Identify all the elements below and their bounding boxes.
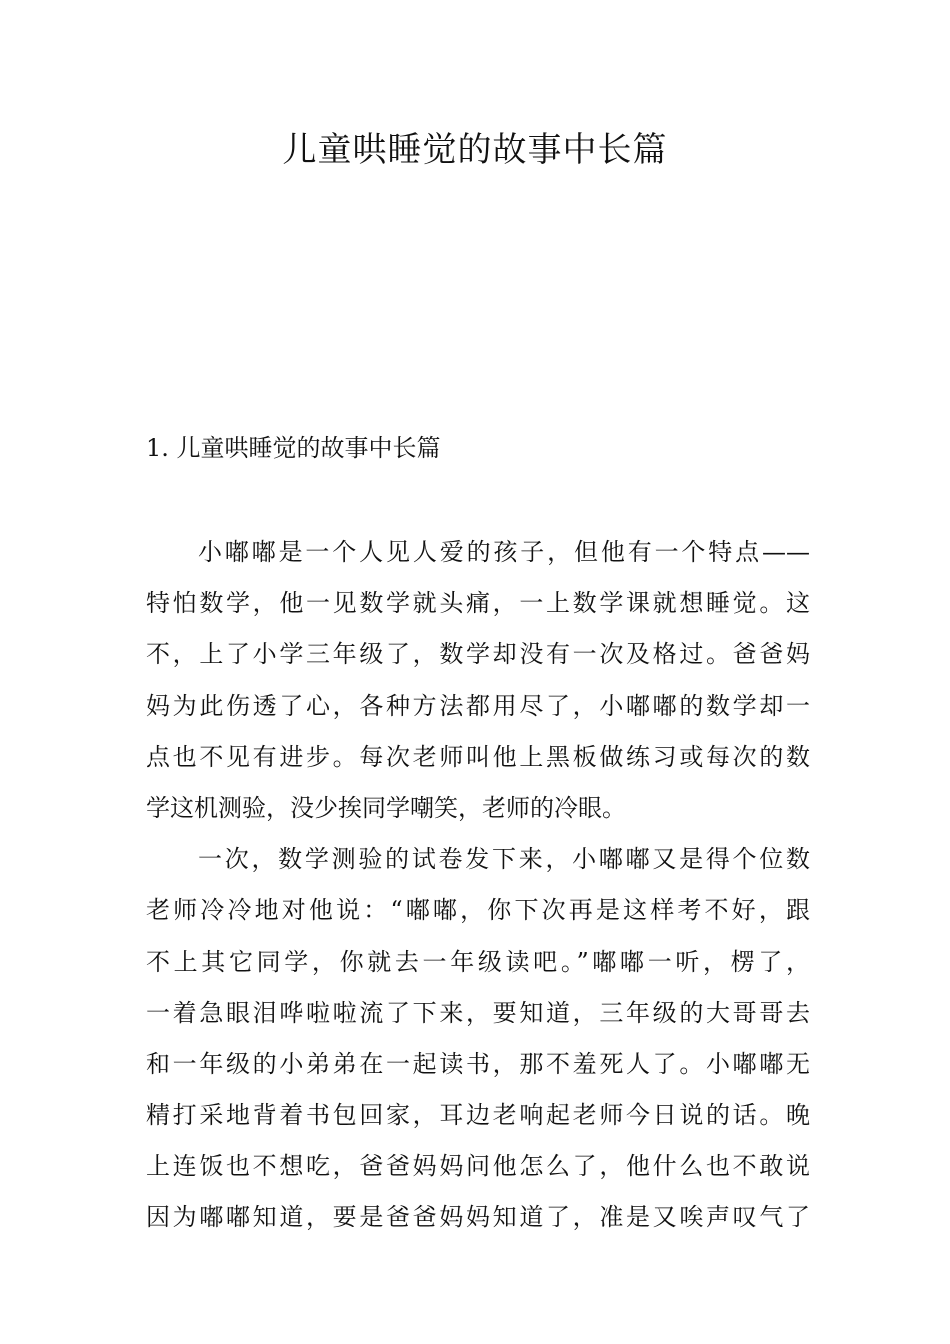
text-line: 精打采地背着书包回家，耳边老响起老师今日说的话。晚 [146, 1101, 810, 1130]
paragraph-2 [146, 834, 810, 1244]
story-body [146, 527, 810, 1244]
text-line: 一着急眼泪哗啦啦流了下来，要知道，三年级的大哥哥去 [146, 998, 810, 1027]
text-line: 不，上了小学三年级了，数学却没有一次及格过。爸爸妈 [146, 640, 810, 669]
section-heading: 1. 儿童哄睡觉的故事中长篇 [146, 434, 441, 462]
text-line: 点也不见有进步。每次老师叫他上黑板做练习或每次的数 [146, 742, 810, 771]
text-line: 和一年级的小弟弟在一起读书，那不羞死人了。小嘟嘟无 [146, 1049, 810, 1078]
text-line: 学这机测验，没少挨同学嘲笑，老师的冷眼。 [146, 793, 626, 822]
text-line: 因为嘟嘟知道，要是爸爸妈妈知道了，准是又唉声叹气了 [146, 1203, 810, 1232]
text-line: 上连饭也不想吃，爸爸妈妈问他怎么了，他什么也不敢说 [146, 1152, 810, 1181]
text-line: 特怕数学，他一见数学就头痛，一上数学课就想睡觉。这 [146, 589, 810, 618]
text-line: 小嘟嘟是一个人见人爱的孩子，但他有一个特点—— [198, 538, 810, 566]
paragraph-1 [146, 527, 810, 834]
document-title: 儿童哄睡觉的故事中长篇 [282, 130, 668, 170]
text-line: 妈为此伤透了心，各种方法都用尽了，小嘟嘟的数学却一 [146, 691, 810, 720]
text-line: 一次，数学测验的试卷发下来，小嘟嘟又是得个位数 [198, 845, 810, 874]
text-line: 老师冷冷地对他说：“嘟嘟，你下次再是这样考不好，跟 [146, 896, 810, 925]
text-line: 不上其它同学，你就去一年级读吧。”嘟嘟一听，楞了， [146, 947, 810, 976]
